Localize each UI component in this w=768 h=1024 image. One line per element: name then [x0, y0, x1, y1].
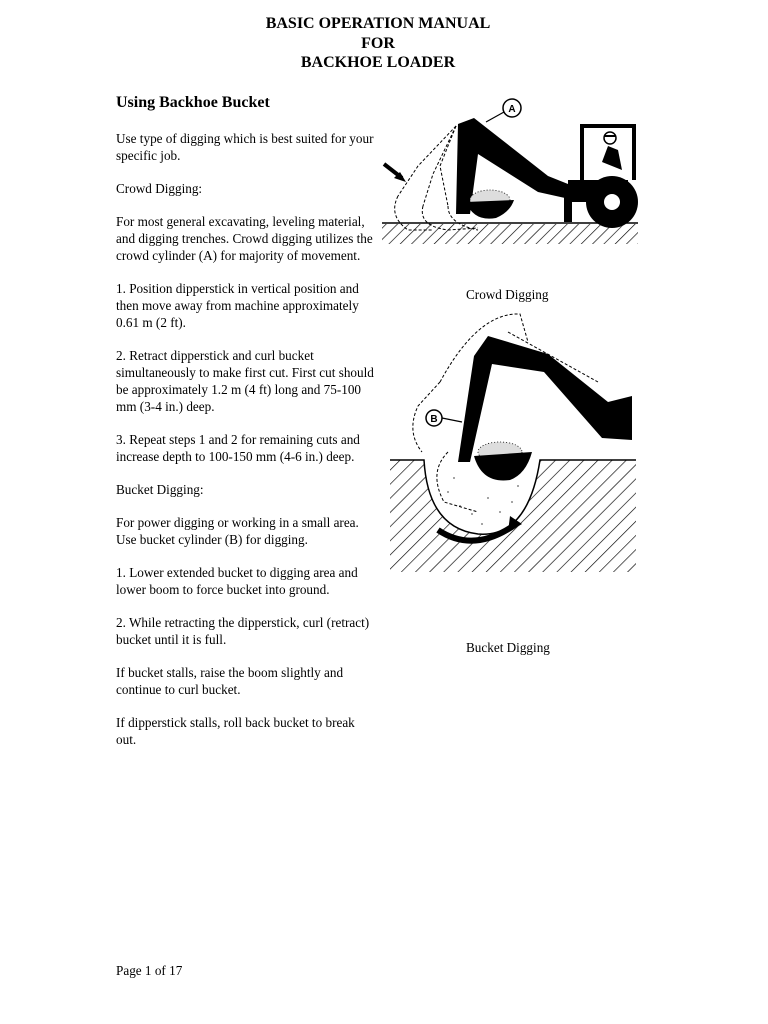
bucket-digging-caption: Bucket Digging	[466, 640, 550, 655]
title-line-2: FOR	[361, 34, 395, 52]
paragraph: Bucket Digging:	[116, 482, 204, 497]
paragraph: If bucket stalls, raise the boom slightly and continue to curl bucket.	[116, 665, 344, 697]
paragraph: Crowd Digging:	[116, 181, 203, 196]
bucket-digging-illustration	[388, 302, 638, 574]
paragraph: 2. While retracting the dipperstick, curl (retract) bucket until it is full.	[116, 615, 370, 647]
section-heading: Using Backhoe Bucket	[116, 94, 270, 111]
title-line-3: BACKHOE LOADER	[300, 54, 456, 71]
paragraph: If dipperstick stalls, roll back bucket to break out.	[116, 715, 355, 747]
paragraph: For most general excavating, leveling material, and digging trenches. Crowd digging utilizes the crowd cylinder (A) for majority of movement.	[116, 214, 373, 263]
paragraph: 2. Retract dipperstick and curl bucket simultaneously to make first cut. First cut should be approximately 1.2 m (4 ft) long and 75-100 mm (3-4 in.) deep.	[116, 348, 374, 414]
body-text	[116, 130, 378, 764]
document-title	[0, 14, 756, 73]
paragraph: 3. Repeat steps 1 and 2 for remaining cuts and increase depth to 100-150 mm (4-6 in.) deep.	[116, 432, 360, 464]
callout-b-label: B	[430, 414, 438, 425]
paragraph: 1. Lower extended bucket to digging area and lower boom to force bucket into ground.	[116, 565, 358, 597]
crowd-digging-caption: Crowd Digging	[466, 287, 549, 302]
crowd-digging-illustration	[378, 96, 640, 248]
callout-a-label: A	[508, 104, 516, 115]
paragraph: Use type of digging which is best suited for your specific job.	[116, 131, 374, 163]
paragraph: For power digging or working in a small area. Use bucket cylinder (B) for digging.	[116, 515, 359, 547]
title-line-1: BASIC OPERATION MANUAL	[265, 15, 491, 32]
paragraph: 1. Position dipperstick in vertical position and then move away from machine approximately 0.61 m (2 ft).	[116, 281, 359, 330]
page-number: Page 1 of 17	[116, 963, 183, 978]
